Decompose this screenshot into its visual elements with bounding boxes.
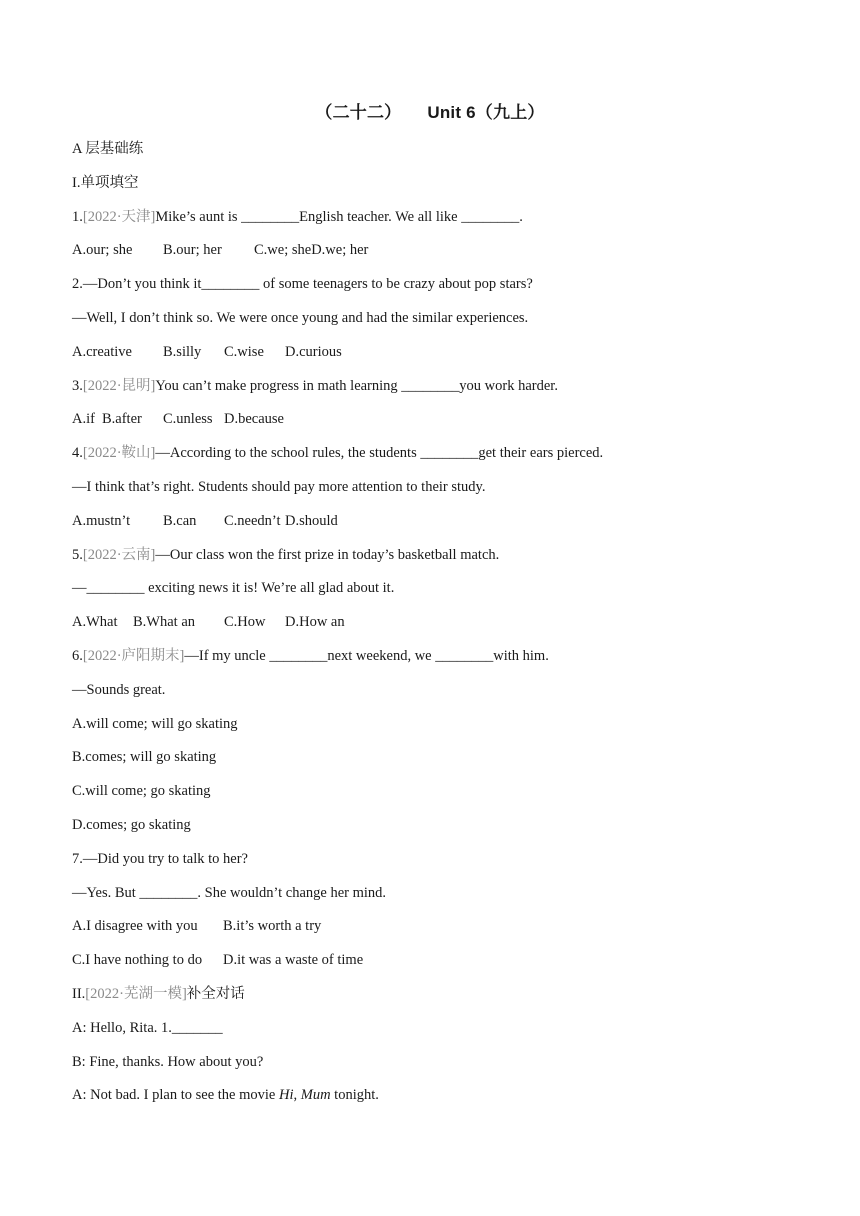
part-2-heading	[72, 984, 792, 1018]
question-source: [2022·昆明]	[82, 377, 156, 394]
dialog-text: A: Not bad. I plan to see the movie	[72, 1087, 279, 1104]
question-4-reply: —I think that’s right. Students should pay more attention to their study.	[72, 478, 486, 495]
option-b: B.silly	[163, 343, 202, 360]
dialog-comma: ,	[293, 1087, 301, 1104]
option-d: D.comes; go skating	[72, 816, 191, 833]
option-b: B.it’s worth a try	[223, 918, 322, 935]
question-number: 3.	[72, 377, 83, 394]
question-1	[72, 207, 792, 241]
part-number: II.	[72, 985, 86, 1002]
option-c: C.How	[224, 614, 266, 631]
question-4	[72, 443, 792, 477]
section-a-heading: A 层基础练	[72, 141, 144, 157]
option-a: A.I disagree with you	[72, 918, 198, 935]
movie-title-part2: Mum	[300, 1087, 331, 1104]
question-6-reply: —Sounds great.	[72, 681, 166, 698]
option-a: A.What	[72, 614, 118, 631]
dialog-line-b1: B: Fine, thanks. How about you?	[72, 1053, 264, 1070]
option-d: D.How an	[285, 614, 345, 631]
question-1-options	[72, 240, 792, 274]
option-d: D.because	[224, 411, 284, 428]
option-a: A.our; she	[72, 242, 133, 259]
question-7-reply: —Yes. But ________. She wouldn’t change her mind.	[72, 884, 387, 901]
question-text: —Our class won the first prize in today’s basketball match.	[155, 546, 500, 563]
option-a: A.creative	[72, 343, 132, 360]
option-c: C.needn’t	[224, 512, 281, 529]
option-a: A.if	[72, 411, 95, 428]
option-d: D.it was a waste of time	[223, 952, 364, 969]
title-number: （二十二）	[315, 103, 402, 122]
option-b: B.comes; will go skating	[72, 749, 217, 766]
question-text: You can’t make progress in math learning ________you work harder.	[155, 377, 558, 394]
question-source: [2022·鞍山]	[82, 445, 156, 462]
option-b: B.can	[163, 512, 197, 529]
question-source: [2022·云南]	[82, 546, 156, 563]
part-title: 补全对话	[186, 985, 245, 1002]
question-5	[72, 545, 792, 579]
dialog-line-a2	[72, 1085, 792, 1119]
option-c: C.unless	[163, 411, 213, 428]
question-number: 6.	[72, 647, 83, 664]
movie-title-part1: Hi	[278, 1087, 294, 1104]
option-c: C.will come; go skating	[72, 783, 211, 800]
option-c: C.we; she	[254, 242, 312, 259]
option-c: C.wise	[224, 343, 264, 360]
question-3-options	[72, 409, 792, 443]
question-5-options	[72, 612, 792, 646]
dialog-text-end: tonight.	[330, 1087, 379, 1104]
option-d: D.should	[285, 512, 338, 529]
worksheet-body	[72, 139, 792, 1119]
part-source: [2022·芜湖一模]	[85, 985, 187, 1002]
question-7-options-row-2	[72, 950, 792, 984]
question-2: 2.—Don’t you think it________ of some teenagers to be crazy about pop stars?	[72, 276, 533, 293]
option-b: B.after	[102, 411, 142, 428]
page-title	[0, 98, 860, 123]
part-1-heading: I.单项填空	[72, 174, 139, 191]
question-source: [2022·天津]	[82, 208, 156, 225]
option-d: D.curious	[285, 343, 342, 360]
question-source: [2022·庐阳期末]	[82, 647, 185, 664]
question-5-reply: —________ exciting news it is! We’re all glad about it.	[72, 580, 395, 597]
option-b: B.What an	[133, 614, 196, 631]
question-6	[72, 646, 792, 680]
question-2-reply: —Well, I don’t think so. We were once young and had the similar experiences.	[72, 309, 529, 326]
option-b: B.our; her	[163, 242, 222, 259]
question-7: 7.—Did you try to talk to her?	[72, 850, 248, 867]
question-text: Mike’s aunt is ________English teacher. We all like ________.	[155, 208, 523, 225]
question-7-options-row-1	[72, 916, 792, 950]
question-text: —According to the school rules, the students ________get their ears pierced.	[155, 445, 604, 462]
dialog-line-a1: A: Hello, Rita. 1._______	[72, 1019, 223, 1036]
title-unit: Unit 6（九上）	[427, 103, 545, 122]
question-number: 5.	[72, 546, 83, 563]
option-a: A.will come; will go skating	[72, 715, 238, 732]
question-number: 4.	[72, 445, 83, 462]
option-c: C.I have nothing to do	[72, 952, 203, 969]
question-2-options	[72, 342, 792, 376]
option-a: A.mustn’t	[72, 512, 131, 529]
question-number: 1.	[72, 208, 83, 225]
question-3	[72, 376, 792, 410]
question-4-options	[72, 511, 792, 545]
option-d: D.we; her	[311, 242, 369, 259]
question-text: —If my uncle ________next weekend, we ________with him.	[184, 647, 549, 664]
